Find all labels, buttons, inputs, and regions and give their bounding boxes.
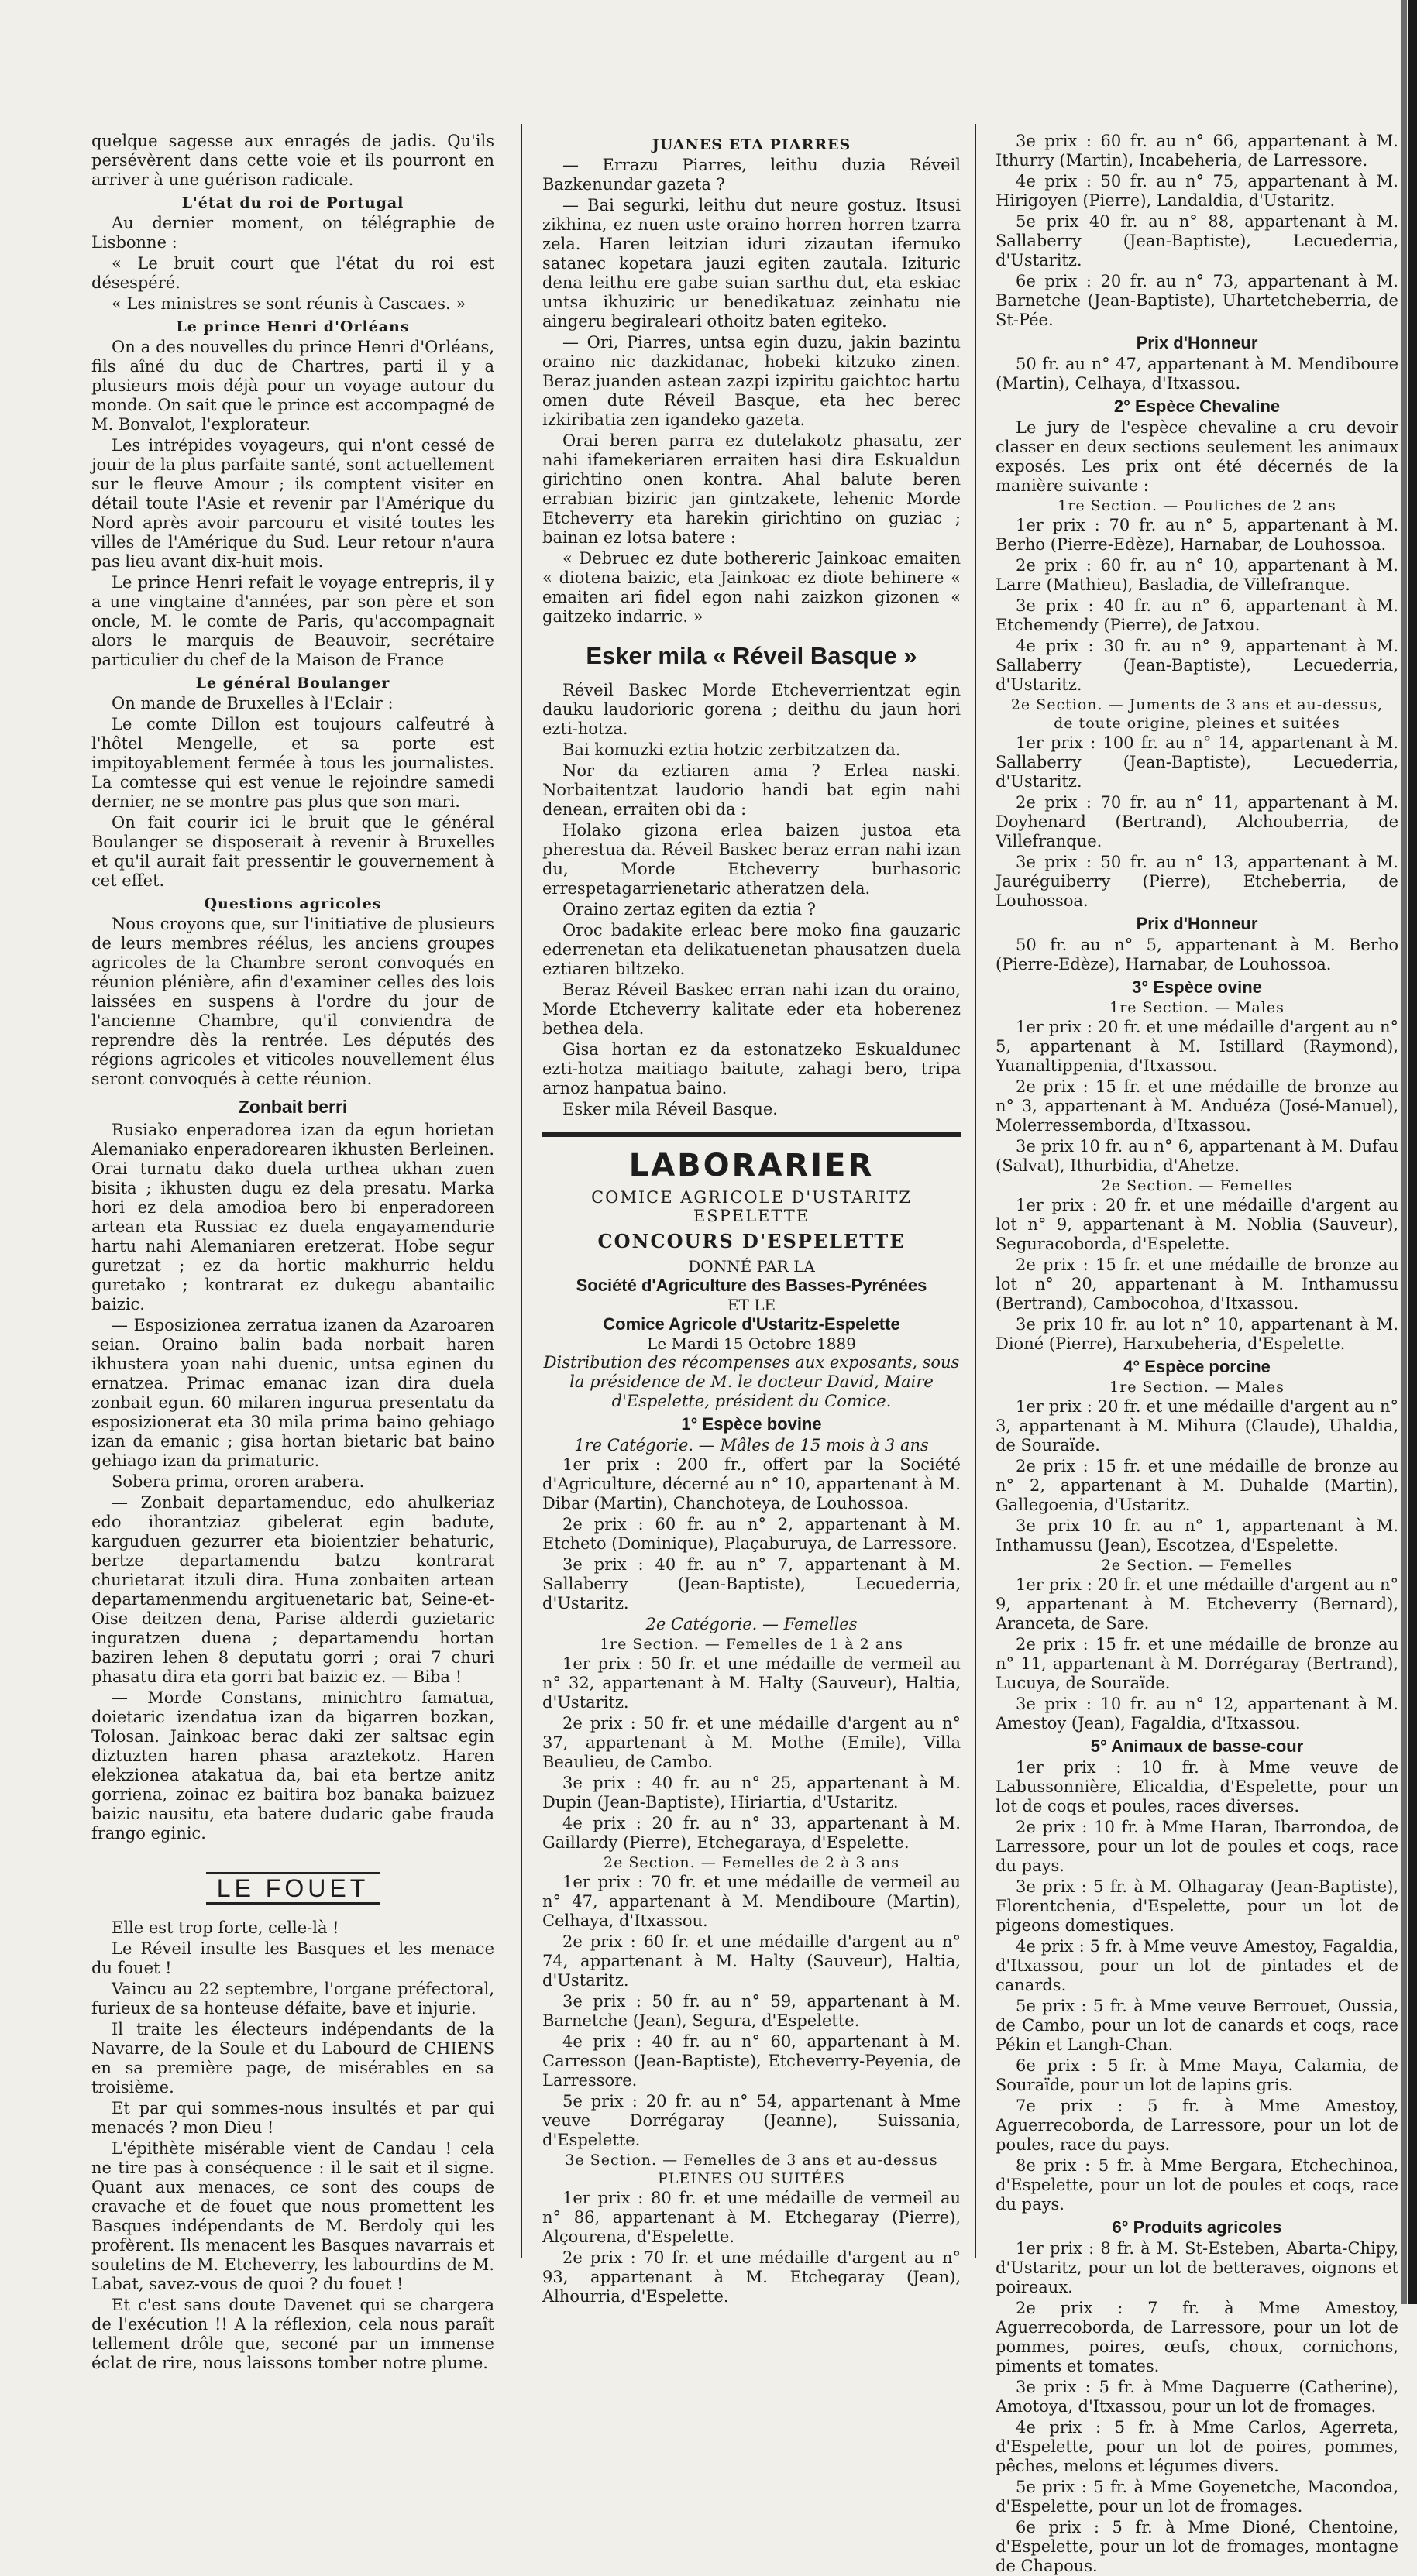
page-edge-shadow (1401, 0, 1407, 2304)
intro-paragraph: quelque sagesse aux enragés de jadis. Qu'ils persévèrent dans cette voie et ils pourront en arriver à une guérison radicale. (91, 132, 494, 189)
prize-entry: 3e prix : 60 fr. au n° 66, appartenant à M. Ithurry (Martin), Incabeheria, de Larressore. (996, 132, 1398, 170)
prize-entry: 3e prix : 40 fr. au n° 7, appartenant à M. Sallaberry (Jean-Baptiste), Lecuederria, d'Ustaritz. (542, 1555, 961, 1613)
paragraph: Réveil Baskec Morde Etcheverrientzat egin dauku laudorioric gorena ; deithu du jaun hori ezti-hotza. (542, 681, 961, 738)
prize-entry: 2e prix : 15 fr. et une médaille de bronze au lot n° 20, appartenant à M. Inthamussu (Bertrand), Cambocohoa, d'Itxassou. (996, 1255, 1398, 1313)
heading-ovine: 3° Espèce ovine (1132, 977, 1262, 997)
donne-line: DONNÉ PAR LA (688, 1257, 815, 1276)
prize-entry: 2e prix : 60 fr. et une médaille d'argent au n° 74, appartenant à M. Halty (Sauveur), Haltia, d'Ustaritz. (542, 1932, 961, 1990)
paragraph: Vaincu au 22 septembre, l'organe préfectoral, furieux de sa honteuse défaite, bave et injurie. (91, 1980, 494, 2018)
paragraph: Rusiako enperadorea izan da egun horietan Alemaniako enperadorearen ikhusten Berleinen. Orai turnatu dako duela urthea ukhan zuen bisita ; ikhusten dugu ez dela presatu. Marka hori ez dela amodioa bero bi enperadoreen artean eta Russiac ez duela engayamendurie hartu nahi Alemaniaren eretzerat. Hobe segur guretzat ; ez da hortic makhurric heldu guretako ; kontrarat ez dukegu abantailic baizic. (91, 1121, 494, 1314)
comice-line: COMICE AGRICOLE D'USTARITZ ESPELETTE (591, 1188, 912, 1225)
heading-juanes: JUANES ETA PIARRES (652, 136, 851, 153)
prize-entry: 3e prix 10 fr. au lot n° 10, appartenant à M. Dioné (Pierre), Harxubeheria, d'Espelette. (996, 1315, 1398, 1353)
prize-entry: 2e prix : 10 fr. à Mme Haran, Ibarrondoa, de Larressore, pour un lot de poules et coqs, race du pays. (996, 1818, 1398, 1875)
paragraph: Le Réveil insulte les Basques et les menace du fouet ! (91, 1939, 494, 1977)
prize-entry: 2e prix : 15 fr. et une médaille de bronze au n° 2, appartenant à M. Duhalde (Martin), Gallegoenia, d'Ustaritz. (996, 1457, 1398, 1514)
prize-entry: 5e prix 40 fr. au n° 88, appartenant à M. Sallaberry (Jean-Baptiste), Lecuederria, d'Ustaritz. (996, 212, 1398, 270)
paragraph: « Debruec ez dute bothereric Jainkoac emaiten « diotena baizic, eta Jainkoac ez diote behinere « emaiten ari fidel egon nahi zaizkon gizonen « gaitzeko indarric. » (542, 549, 961, 626)
paragraph: L'épithète misérable vient de Candau ! cela ne tire pas à conséquence : il le sait et il signe. Quant aux menaces, ce sont des coups de cravache et de fouet que nous promettent les Basques indépendants de M. Berdoly qui les profèrent. Ils menacent les Basques navarrais et souletins de M. Etcheverry, les labourdins de M. Labat, savez-vous de quoi ? du fouet ! (91, 2139, 494, 2293)
prize-entry: 5e prix : 20 fr. au n° 54, appartenant à Mme veuve Dorrégaray (Jeanne), Suissania, d'Espelette. (542, 2092, 961, 2149)
column-1 (91, 132, 494, 2372)
paragraph: — Ori, Piarres, untsa egin duzu, jakin bazintu oraino nic dazkidanac, hobeki kitzuko zinen. Beraz juanden astean zazpi izpiritu gaichtoc hartu omen dute Réveil Basque, eta hec berec izkiribatia zen igandeko gazeta. (542, 333, 961, 429)
prize-entry: 4e prix : 5 fr. à Mme veuve Amestoy, Fagaldia, d'Itxassou, pour un lot de pintades et de canards. (996, 1937, 1398, 1994)
prize-entry: 1er prix : 70 fr. au n° 5, appartenant à M. Berho (Pierre-Edèze), Harnabar, de Louhossoa. (996, 516, 1398, 554)
heading-honneur-2: Prix d'Honneur (1136, 914, 1258, 933)
prize-entry: 3e prix : 40 fr. au n° 6, appartenant à M. Etchemendy (Pierre), de Jatxou. (996, 596, 1398, 634)
prize-entry: 2e prix : 7 fr. à Mme Amestoy, Aguerrecoborda, de Larressore, pour un lot de pommes, poires, œufs, choux, cornichons, piments et tomates. (996, 2299, 1398, 2375)
prize-entry: 5e prix : 5 fr. à Mme Goyenetche, Macondoa, d'Espelette, pour un lot de fromages. (996, 2478, 1398, 2516)
heading-basse-cour: 5° Animaux de basse-cour (1090, 1736, 1304, 1756)
category-1: 1re Catégorie. — Mâles de 15 mois à 3 ans (574, 1436, 929, 1455)
section-heading: 2e Section. — Juments de 3 ans et au-dessus, (1010, 696, 1384, 713)
heading-laborarier: LABORARIER (628, 1148, 875, 1183)
section-heading: 1re Section. — Males (1109, 1379, 1285, 1396)
section-subheading: PLEINES OU SUITÉES (658, 2170, 845, 2187)
et-le-line: ET LE (727, 1296, 776, 1314)
prize-entry: 3e prix : 10 fr. au n° 12, appartenant à M. Amestoy (Jean), Fagaldia, d'Itxassou. (996, 1695, 1398, 1733)
prize-entry: 5e prix : 5 fr. à Mme veuve Berrouet, Oussia, de Cambo, pour un lot de canards et coqs, race Pékin et Langh-Chan. (996, 1997, 1398, 2054)
section-heading: 3e Section. — Femelles de 3 ans et au-dessus (565, 2152, 938, 2169)
prize-entry: 2e prix : 70 fr. au n° 11, appartenant à M. Doyhenard (Bertrand), Alchouberria, de Villefranque. (996, 793, 1398, 850)
heading-orleans: Le prince Henri d'Orléans (176, 318, 410, 335)
section-heading: 2e Section. — Femelles (1101, 1557, 1293, 1574)
paragraph: — Bai segurki, leithu dut neure gostuz. Itsusi zikhina, ez nuen uste oraino horren horren tzarra zela. Haren leitzian iduri zizautan ifernuko satanec kopetara jauzi egiten zautala. Izituric dena leithu ere gabe suian sarthu dut, eta eskiac untsa ikhuziric ur benedikatuaz zeinhatu nie aingeru begiraleari othoitz baten egiteko. (542, 196, 961, 331)
prize-entry: 3e prix : 40 fr. au n° 25, appartenant à M. Dupin (Jean-Baptiste), Hiriartia, d'Ustaritz. (542, 1774, 961, 1812)
prize-entry: 6e prix : 5 fr. à Mme Maya, Calamia, de Souraïde, pour un lot de lapins gris. (996, 2056, 1398, 2094)
paragraph: Gisa hortan ez da estonatzeko Eskualdunec ezti-hotza maitiago baitute, zahagi bero, tripa arnoz hanpatua baino. (542, 1040, 961, 1097)
heading-fouet-text: LE FOUET (206, 1872, 380, 1905)
paragraph: Esker mila Réveil Basque. (562, 1100, 778, 1118)
paragraph: Oraino zertaz egiten da eztia ? (562, 900, 816, 919)
prize-entry: 6e prix : 5 fr. à Mme Dioné, Chentoine, d'Espelette, pour un lot de fromages, montagne de Chapous. (996, 2518, 1398, 2575)
prize-entry: 1er prix : 10 fr. à Mme veuve de Labussonnière, Elicaldia, d'Espelette, pour un lot de coqs et poules, races diverses. (996, 1758, 1398, 1815)
paragraph: Le jury de l'espèce chevaline a cru devoir classer en deux sections seulement les animaux exposés. Les prix ont été décernés de la manière suivante : (996, 418, 1398, 495)
paragraph: Orai beren parra ez dutelakotz phasatu, zer nahi ifamekeriaren erraiten hasi dira Eskualdun girichtino onen kontra. Ahal balute beren errabian biziric jan gintzakete, lehenic Morde Etcheverry eta harekin girichtino on guziac ; bainan ez lotsa batere : (542, 431, 961, 547)
prize-entry: 1er prix : 80 fr. et une médaille de vermeil au n° 86, appartenant à M. Etchegaray (Pierre), Alçourena, d'Espelette. (542, 2189, 961, 2246)
paragraph: Oroc badakite erleac bere moko fina gauzaric ederrenetan eta delikatuenetan phausatzen duela eztiaren biltzeko. (542, 921, 961, 978)
paragraph: — Errazu Piarres, leithu duzia Réveil Bazkenundar gazeta ? (542, 156, 961, 194)
heading-bovine: 1° Espèce bovine (681, 1414, 822, 1434)
prize-entry: 3e prix : 5 fr. à M. Olhagaray (Jean-Baptiste), Florentchenia, d'Espelette, pour un lot de pigeons domestiques. (996, 1877, 1398, 1935)
column-2 (542, 132, 961, 2306)
heading-produits: 6° Produits agricoles (1112, 2217, 1282, 2237)
paragraph: Au dernier moment, on télégraphie de Lisbonne : (91, 214, 494, 252)
prize-entry: 3e prix 10 fr. au n° 6, appartenant à M. Dufau (Salvat), Ithurbidia, d'Ahetze. (996, 1137, 1398, 1175)
prize-entry: 1er prix : 200 fr., offert par la Société d'Agriculture, décerné au n° 10, appartenant à M. Dibar (Martin), Chanchoteya, de Louhossoa. (542, 1455, 961, 1513)
comice-name-line: Comice Agricole d'Ustaritz-Espelette (603, 1314, 900, 1334)
paragraph: Beraz Réveil Baskec erran nahi izan du oraino, Morde Etcheverry kalitate eder eta hoberenez bethea dela. (542, 981, 961, 1038)
heading-zonbait: Zonbait berri (238, 1097, 348, 1117)
prize-entry: 50 fr. au n° 5, appartenant à M. Berho (Pierre-Edèze), Harnabar, de Louhossoa. (996, 936, 1398, 974)
prize-entry: 2e prix : 15 fr. et une médaille de bronze au n° 3, appartenant à M. Anduéza (José-Manuel), Molerressemborda, d'Itxassou. (996, 1077, 1398, 1135)
distribution-line: Distribution des récompenses aux exposants, sous la présidence de M. le docteur David, Maire d'Espelette, président du Comice. (543, 1353, 960, 1410)
societe-line: Société d'Agriculture des Basses-Pyrénées (576, 1276, 927, 1295)
heading-portugal: L'état du roi de Portugal (181, 194, 404, 211)
paragraph: Nor da eztiaren ama ? Erlea naski. Norbaitentzat laudorio handi bat egin nahi denean, erraiten obi da : (542, 761, 961, 819)
prize-entry: 3e prix : 50 fr. au n° 59, appartenant à M. Barnetche (Jean), Segura, d'Espelette. (542, 1992, 961, 2030)
heading-chevaline: 2° Espèce Chevaline (1113, 397, 1281, 416)
paragraph: Elle est trop forte, celle-là ! (112, 1918, 339, 1937)
heading-honneur-1: Prix d'Honneur (1136, 333, 1258, 352)
date-line: Le Mardi 15 Octobre 1889 (647, 1334, 856, 1353)
paragraph: On a des nouvelles du prince Henri d'Orléans, fils aîné du duc de Chartres, parti il y a plusieurs mois déjà pour un voyage autour du monde. On sait que le prince est accompagné de M. Bonvalot, l'explorateur. (91, 338, 494, 434)
paragraph: — Zonbait departamenduc, edo ahulkeriaz edo ihorantziaz gibelerat egin badute, karguduen gezurrer eta bioientzier behaturic, bertze departamendu batzu kontrarat churietarat itzuli dira. Huna zonbaiten artean departamenmendu argituenetaric bat, Seine-et-Oise deitzen dena, Parise alderdi guzietaric inguratzen duena ; departamendu hortan baziren lehen 8 deputatu gorri ; orai 7 churi phasatu dira eta gorri bat baizic ez. — Biba ! (91, 1493, 494, 1686)
paragraph: Et par qui sommes-nous insultés et par qui menacés ? mon Dieu ! (91, 2099, 494, 2137)
category-2: 2e Catégorie. — Femelles (645, 1615, 858, 1633)
paragraph: Et c'est sans doute Davenet qui se chargera de l'exécution !! A la réflexion, cela nous paraît tellement drôle que, seconé par un immense éclat de rire, nous laissons tomber notre plume. (91, 2296, 494, 2372)
prize-entry: 1er prix : 100 fr. au n° 14, appartenant à M. Sallaberry (Jean-Baptiste), Lecuederria, d'Ustaritz. (996, 733, 1398, 791)
concours-heading: CONCOURS D'ESPELETTE (597, 1230, 906, 1252)
prize-entry: 1er prix : 8 fr. à M. St-Esteben, Abarta-Chipy, d'Ustaritz, pour un lot de betteraves, oignons et poireaux. (996, 2239, 1398, 2296)
prize-entry: 2e prix : 60 fr. au n° 2, appartenant à M. Etcheto (Dominique), Plaçaburuya, de Larressore. (542, 1515, 961, 1553)
prize-entry: 3e prix : 50 fr. au n° 13, appartenant à M. Jauréguiberry (Pierre), Etcheberria, de Louhossoa. (996, 853, 1398, 910)
prize-entry: 7e prix : 5 fr. à Mme Amestoy, Aguerrecoborda, de Larressore, pour un lot de poules, race du pays. (996, 2097, 1398, 2154)
section-heading: 1re Section. — Femelles de 1 à 2 ans (599, 1636, 904, 1653)
paragraph: On mande de Bruxelles à l'Eclair : (112, 694, 394, 713)
paragraph: On fait courir ici le bruit que le général Boulanger se disposerait à revenir à Bruxelles et qu'il aurait fait pressentir le gouvernement à cet effet. (91, 813, 494, 890)
prize-entry: 4e prix : 20 fr. au n° 33, appartenant à M. Gaillardy (Pierre), Etchegaraya, d'Espelette. (542, 1814, 961, 1852)
heading-agricoles: Questions agricoles (204, 895, 382, 912)
column-3 (996, 132, 1398, 2575)
section-heading: 1re Section. — Pouliches de 2 ans (1058, 497, 1336, 514)
prize-entry: 4e prix : 50 fr. au n° 75, appartenant à M. Hirigoyen (Pierre), Landaldia, d'Ustaritz. (996, 172, 1398, 210)
prize-entry: 1er prix : 20 fr. et une médaille d'argent au n° 3, appartenant à M. Mihura (Claude), Uhaldia, de Souraïde. (996, 1397, 1398, 1455)
section-heading: 2e Section. — Femelles (1101, 1177, 1293, 1194)
prize-entry: 1er prix : 50 fr. et une médaille de vermeil au n° 32, appartenant à M. Halty (Sauveur), Haltia, d'Ustaritz. (542, 1654, 961, 1712)
paragraph: Le comte Dillon est toujours calfeutré à l'hôtel Mengelle, et sa porte est impitoyablement fermée à tous les journalistes. La comtesse qui est venue le rejoindre samedi dernier, ne se montre pas plus que son mari. (91, 715, 494, 811)
prize-entry: 50 fr. au n° 47, appartenant à M. Mendiboure (Martin), Celhaya, d'Itxassou. (996, 355, 1398, 393)
prize-entry: 1er prix : 70 fr. et une médaille de vermeil au n° 47, appartenant à M. Mendiboure (Martin), Celhaya, d'Itxassou. (542, 1873, 961, 1930)
section-subheading: de toute origine, pleines et suitées (1054, 715, 1340, 732)
column-rule-right (975, 124, 976, 2258)
paragraph: Bai komuzki eztia hotzic zerbitzatzen da. (562, 740, 901, 759)
prize-entry: 4e prix : 5 fr. à Mme Carlos, Agerreta, d'Espelette, pour un lot de poires, pommes, pêches, melons et légumes divers. (996, 2418, 1398, 2475)
paragraph: — Morde Constans, minichtro famatua, doietaric izendatua izan da bigarren bozkan, Tolosan. Jainkoac berac daki zer saltsac egin diztuzten haren phasa araztekotz. Haren elekzionea atakatua da, bai eta bertze anitz gorriena, zoinac ez baitira boz banaka baizuez baizic nausitu, eta batere dudaric gabe frauda frango eginic. (91, 1688, 494, 1843)
prize-entry: 1er prix : 20 fr. et une médaille d'argent au n° 9, appartenant à M. Etcheverry (Bernard), Aranceta, de Sare. (996, 1575, 1398, 1633)
section-heading: 2e Section. — Femelles de 2 à 3 ans (603, 1854, 899, 1871)
heading-porcine: 4° Espèce porcine (1123, 1357, 1271, 1376)
paragraph: Nous croyons que, sur l'initiative de plusieurs de leurs membres réélus, les anciens groupes agricoles de la Chambre seront convoqués en réunion plénière, afin d'examiner celles des lois laissées en suspens à l'ordre du jour de l'ancienne Chambre, qu'il conviendra de reprendre dès la rentrée. Les députés des régions agricoles et viticoles nouvellement élus seront convoqués à cette réunion. (91, 915, 494, 1088)
heading-fouet (91, 1874, 494, 1903)
prize-entry: 3e prix : 5 fr. à Mme Daguerre (Catherine), Amotoya, d'Itxassou, pour un lot de fromages. (996, 2378, 1398, 2416)
section-heading: 1re Section. — Males (1109, 999, 1285, 1016)
paragraph: Holako gizona erlea baizen justoa eta pherestua da. Réveil Baskec beraz erran nahi izan du, Morde Etcheverry burhasoric errespetagarrienetaric atheratzen dela. (542, 821, 961, 898)
column-rule-left (521, 124, 522, 2258)
heading-boulanger: Le général Boulanger (195, 675, 390, 692)
prize-entry: 8e prix : 5 fr. à Mme Bergara, Etchechinoa, d'Espelette, pour un lot de poules et coqs, race du pays. (996, 2156, 1398, 2214)
prize-entry: 4e prix : 30 fr. au n° 9, appartenant à M. Sallaberry (Jean-Baptiste), Lecuederria, d'Ustaritz. (996, 637, 1398, 694)
paragraph: Les intrépides voyageurs, qui n'ont cessé de jouir de la plus parfaite santé, sont actuellement sur le fleuve Amour ; ils comptent visiter en détail toute l'Asie et revenir par l'Amérique du Nord après avoir parcouru et visité toutes les villes de l'Amérique du Sud. Leur retour n'aura pas lieu avant dix-huit mois. (91, 436, 494, 571)
paragraph: — Esposizionea zerratua izanen da Azaroaren seian. Oraino balin bada norbait haren ikhustera yoan nahi duenic, untsa eginen du ernatzea. Primac emanac izan dira duela zonbait egun. 60 milaren ingurua presentatu da esposizionerat eta 30 mila prima baino gehiago izan da emanic ; gisa hortan bietaric bat baino gehiago izan da primaturic. (91, 1316, 494, 1470)
prize-entry: 2e prix : 70 fr. et une médaille d'argent au n° 93, appartenant à M. Etchegaray (Jean), Alhourria, d'Espelette. (542, 2248, 961, 2306)
paragraph: « Le bruit court que l'état du roi est désespéré. (91, 254, 494, 292)
prize-entry: 2e prix : 15 fr. et une médaille de bronze au n° 11, appartenant à M. Dorrégaray (Bertrand), Lucuya, de Souraïde. (996, 1635, 1398, 1692)
paragraph: Le prince Henri refait le voyage entrepris, il y a une vingtaine d'années, par son père et son oncle, M. le comte de Paris, qu'accompagnait alors le marquis de Beauvoir, secrétaire particulier du chef de la Maison de France (91, 573, 494, 669)
prize-entry: 2e prix : 60 fr. au n° 10, appartenant à M. Larre (Mathieu), Basladia, de Villefranque. (996, 556, 1398, 594)
prize-entry: 4e prix : 40 fr. au n° 60, appartenant à M. Carresson (Jean-Baptiste), Etcheverry-Peyenia, de Larressore. (542, 2032, 961, 2090)
prize-entry: 1er prix : 20 fr. et une médaille d'argent au lot n° 9, appartenant à M. Noblia (Sauveur), Seguracoborda, d'Espelette. (996, 1196, 1398, 1253)
prize-entry: 6e prix : 20 fr. au n° 73, appartenant à M. Barnetche (Jean-Baptiste), Uhartetcheberria, de St-Pée. (996, 272, 1398, 329)
paragraph: Sobera prima, ororen arabera. (112, 1472, 365, 1491)
paragraph: Il traite les électeurs indépendants de la Navarre, de la Soule et du Labourd de CHIENS en sa première page, de misérables en sa troisième. (91, 2020, 494, 2097)
page-edge-dark (1408, 0, 1417, 2304)
section-divider (542, 1132, 961, 1137)
prize-entry: 1er prix : 20 fr. et une médaille d'argent au n° 5, appartenant à M. Istillard (Raymond), Yuanaltippenia, d'Itxassou. (996, 1018, 1398, 1075)
paragraph: « Les ministres se sont réunis à Cascaes. » (112, 294, 466, 313)
heading-esker: Esker mila « Réveil Basque » (586, 642, 917, 669)
prize-entry: 2e prix : 50 fr. et une médaille d'argent au n° 37, appartenant à M. Mothe (Emile), Villa Beaulieu, de Cambo. (542, 1714, 961, 1771)
prize-entry: 3e prix 10 fr. au n° 1, appartenant à M. Inthamussu (Jean), Escotzea, d'Espelette. (996, 1516, 1398, 1554)
